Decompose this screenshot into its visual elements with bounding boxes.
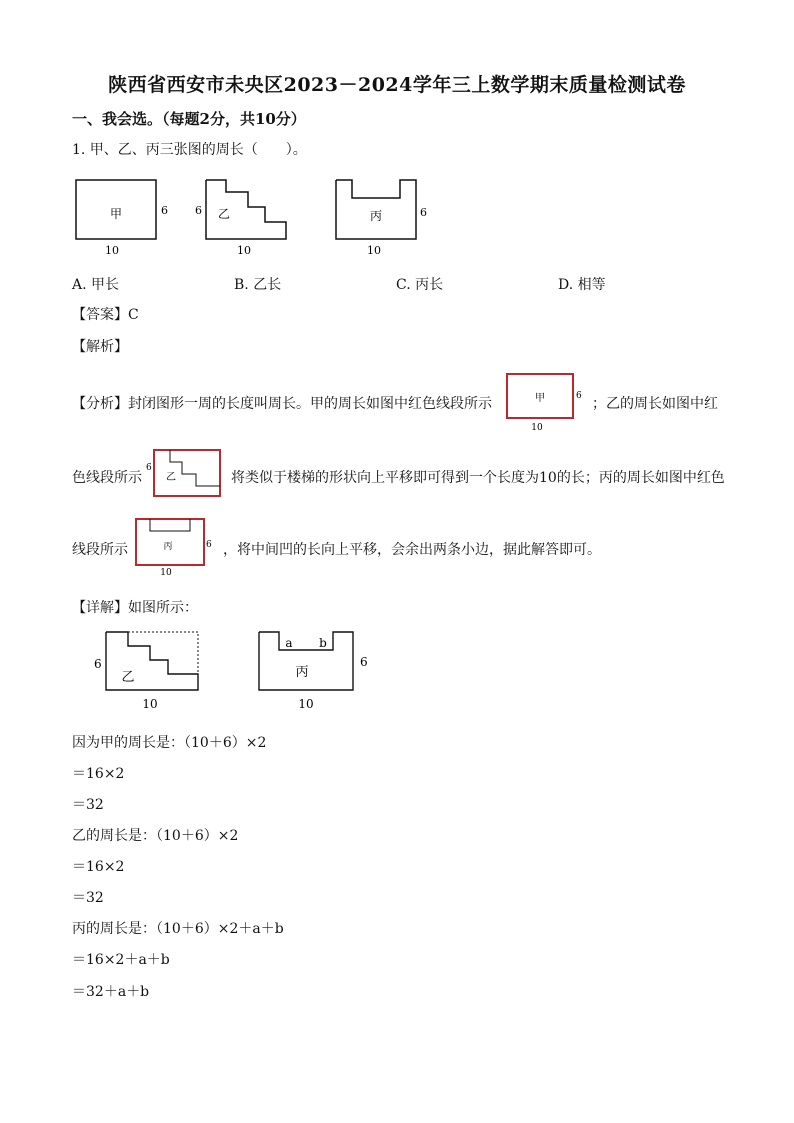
figure-yi-label: 乙 bbox=[217, 207, 231, 221]
calc-line-6: ＝32 bbox=[72, 890, 104, 906]
detail-seg-b: b bbox=[319, 636, 327, 650]
answer-value: C bbox=[128, 307, 139, 323]
svg-text:10: 10 bbox=[531, 423, 543, 433]
analysis-tag: 【解析】 bbox=[72, 339, 128, 355]
detail-tag: 【详解】 bbox=[72, 600, 128, 616]
figure-jia-width: 10 bbox=[105, 244, 119, 257]
detail-bing-label: 丙 bbox=[295, 665, 309, 680]
detail-yi-label: 乙 bbox=[121, 670, 135, 685]
fenxi-line1a bbox=[72, 394, 492, 414]
fenxi-line1b: ；乙的周长如图中红 bbox=[592, 396, 718, 412]
section-heading: 一、我会选。（每题2分，共10分） bbox=[72, 110, 306, 128]
detail-yi-height: 6 bbox=[94, 657, 102, 671]
fenxi-line2b: 将类似于楼梯的形状向上平移即可得到一个长度为10的长；丙的周长如图中红色 bbox=[231, 470, 725, 486]
question-figures bbox=[60, 170, 460, 260]
calc-line-2: ＝16×2 bbox=[72, 766, 125, 782]
svg-text:6: 6 bbox=[576, 391, 582, 401]
detail-yi-width: 10 bbox=[142, 697, 158, 711]
svg-text:甲: 甲 bbox=[535, 393, 545, 404]
fenxi-text-1a: 封闭图形一周的长度叫周长。甲的周长如图中红色线段所示 bbox=[128, 396, 492, 412]
calc-line-4: 乙的周长是：（10＋6）×2 bbox=[72, 828, 239, 844]
calc-line-1: 因为甲的周长是：（10＋6）×2 bbox=[72, 735, 267, 751]
figure-yi-height: 6 bbox=[195, 204, 202, 217]
fenxi-line3a: 线段所示 bbox=[72, 542, 128, 558]
option-b: B. 乙长 bbox=[234, 277, 282, 293]
option-d: D. 相等 bbox=[558, 277, 606, 293]
detail-intro: 如图所示： bbox=[128, 600, 198, 616]
fenxi-figure-bing bbox=[130, 515, 220, 579]
calc-line-5: ＝16×2 bbox=[72, 859, 125, 875]
svg-text:6: 6 bbox=[146, 463, 152, 473]
calc-line-9: ＝32＋a＋b bbox=[72, 984, 150, 1000]
detail-line bbox=[72, 598, 198, 618]
figure-bing-label: 丙 bbox=[369, 209, 383, 223]
figure-bing-height: 6 bbox=[420, 206, 427, 219]
fenxi-line3b: ，将中间凹的长向上平移，会余出两条小边，据此解答即可。 bbox=[223, 542, 601, 558]
svg-text:6: 6 bbox=[206, 540, 212, 550]
detail-figures bbox=[84, 626, 404, 716]
figure-jia-height: 6 bbox=[161, 204, 168, 217]
detail-bing-width: 10 bbox=[298, 697, 314, 711]
question-stem: 1. 甲、乙、丙三张图的周长（ ）。 bbox=[72, 142, 307, 158]
figure-jia-label: 甲 bbox=[109, 207, 123, 221]
option-a: A. 甲长 bbox=[72, 277, 120, 293]
detail-figure-yi bbox=[106, 632, 198, 690]
svg-text:10: 10 bbox=[160, 568, 172, 578]
answer-tag: 【答案】 bbox=[72, 307, 128, 323]
calc-line-7: 丙的周长是：（10＋6）×2＋a＋b bbox=[72, 921, 284, 937]
answer-line bbox=[72, 305, 139, 325]
figure-yi-width: 10 bbox=[237, 244, 251, 257]
calc-line-8: ＝16×2＋a＋b bbox=[72, 952, 170, 968]
detail-seg-a: a bbox=[285, 636, 293, 650]
fenxi-tag: 【分析】 bbox=[72, 396, 128, 412]
detail-bing-height: 6 bbox=[360, 655, 368, 669]
svg-text:乙: 乙 bbox=[166, 472, 176, 483]
calc-line-3: ＝32 bbox=[72, 797, 104, 813]
fenxi-line2a: 色线段所示 bbox=[72, 470, 142, 486]
fenxi-figure-jia bbox=[500, 370, 590, 436]
svg-text:丙: 丙 bbox=[163, 542, 173, 552]
figure-bing-width: 10 bbox=[367, 244, 381, 257]
option-c: C. 丙长 bbox=[396, 277, 444, 293]
page-title: 陕西省西安市未央区2023－2024学年三上数学期末质量检测试卷 bbox=[108, 74, 686, 96]
detail-figure-bing bbox=[259, 632, 353, 690]
fenxi-figure-yi bbox=[144, 446, 228, 502]
detail-yi-dashed bbox=[128, 632, 198, 674]
